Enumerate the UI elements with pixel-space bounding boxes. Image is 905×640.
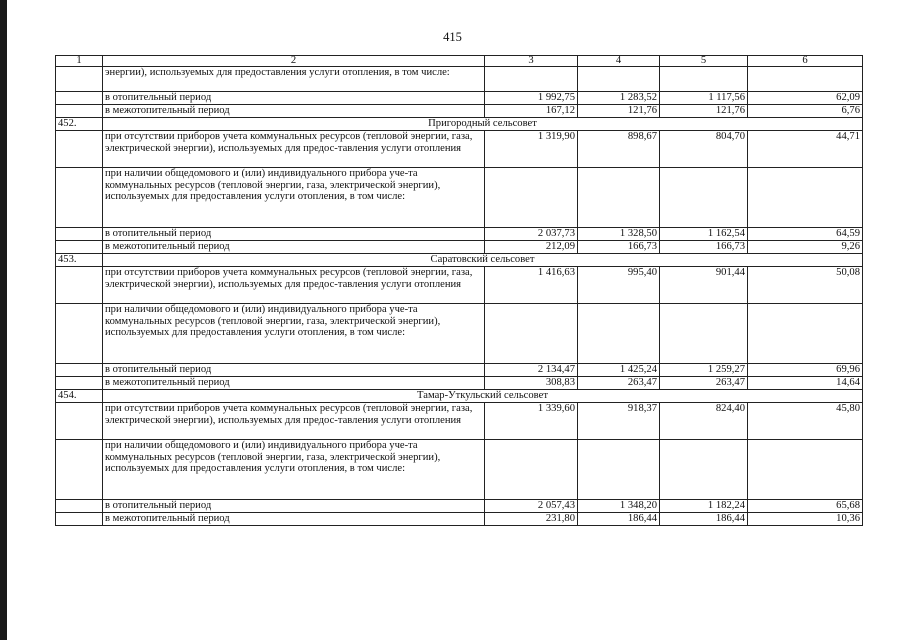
tariff-value-col-6 (748, 304, 863, 364)
tariff-condition-row (56, 168, 863, 228)
column-number: 1 (56, 56, 103, 67)
tariff-period-row (56, 513, 863, 526)
row-index-empty (56, 241, 103, 254)
row-index-empty (56, 364, 103, 377)
row-description: энергии), используемых для предоставления услуги отопления, в том числе: (103, 67, 485, 92)
tariff-value-col-5 (660, 440, 748, 500)
column-number: 3 (485, 56, 578, 67)
row-description: при наличии общедомового и (или) индивидуального прибора уче-та коммунальных ресурсов (тепловой энергии, газа, электрической энергии), используемых для предоставления услуги отопления, в том числе: (103, 440, 485, 500)
tariff-value-col-3: 308,83 (485, 377, 578, 390)
tariff-value-col-5: 1 182,24 (660, 500, 748, 513)
row-description: при наличии общедомового и (или) индивидуального прибора уче-та коммунальных ресурсов (тепловой энергии, газа, электрической энергии), используемых для предоставления услуги отопления, в том числе: (103, 304, 485, 364)
tariff-value-col-4: 1 328,50 (578, 228, 660, 241)
tariff-value-col-4: 166,73 (578, 241, 660, 254)
tariff-table (55, 55, 863, 526)
tariff-value-col-6: 69,96 (748, 364, 863, 377)
row-description: при наличии общедомового и (или) индивидуального прибора уче-та коммунальных ресурсов (тепловой энергии, газа, электрической энергии), используемых для предоставления услуги отопления, в том числе: (103, 168, 485, 228)
row-index-empty (56, 267, 103, 304)
tariff-value-col-6: 14,64 (748, 377, 863, 390)
column-number-row (56, 56, 863, 67)
row-description: в межотопительный период (103, 241, 485, 254)
tariff-value-col-5 (660, 168, 748, 228)
tariff-value-col-3: 231,80 (485, 513, 578, 526)
tariff-value-col-6: 62,09 (748, 92, 863, 105)
row-description: при отсутствии приборов учета коммунальных ресурсов (тепловой энергии, газа, электрической энергии), используемых для предос-тавления услуги отопления (103, 403, 485, 440)
settlement-name: Пригородный сельсовет (103, 118, 863, 131)
scan-border (0, 0, 7, 640)
tariff-condition-row (56, 131, 863, 168)
tariff-condition-row (56, 304, 863, 364)
tariff-value-col-6: 6,76 (748, 105, 863, 118)
tariff-value-col-3: 1 339,60 (485, 403, 578, 440)
tariff-value-col-6: 65,68 (748, 500, 863, 513)
tariff-value-col-3 (485, 168, 578, 228)
tariff-value-col-3: 2 057,43 (485, 500, 578, 513)
tariff-value-col-4: 898,67 (578, 131, 660, 168)
tariff-value-col-3: 2 134,47 (485, 364, 578, 377)
row-index-empty (56, 105, 103, 118)
tariff-value-col-4: 186,44 (578, 513, 660, 526)
settlement-name: Тамар-Уткульский сельсовет (103, 390, 863, 403)
tariff-value-col-3: 1 992,75 (485, 92, 578, 105)
tariff-value-col-6 (748, 440, 863, 500)
row-description: при отсутствии приборов учета коммунальных ресурсов (тепловой энергии, газа, электрической энергии), используемых для предос-тавления услуги отопления (103, 267, 485, 304)
tariff-value-col-6 (748, 67, 863, 92)
page-number: 415 (443, 30, 462, 44)
row-index-empty (56, 168, 103, 228)
tariff-table-body (56, 56, 863, 526)
tariff-period-row (56, 241, 863, 254)
tariff-value-col-5: 1 259,27 (660, 364, 748, 377)
tariff-value-col-5: 824,40 (660, 403, 748, 440)
row-index-empty (56, 92, 103, 105)
tariff-value-col-6 (748, 168, 863, 228)
tariff-value-col-4: 918,37 (578, 403, 660, 440)
tariff-value-col-6: 10,36 (748, 513, 863, 526)
tariff-value-col-5 (660, 67, 748, 92)
settlement-header-row (56, 254, 863, 267)
tariff-value-col-6: 44,71 (748, 131, 863, 168)
row-description: в отопительный период (103, 500, 485, 513)
tariff-value-col-6: 64,59 (748, 228, 863, 241)
tariff-value-col-4 (578, 168, 660, 228)
tariff-value-col-3 (485, 440, 578, 500)
tariff-value-col-4: 1 425,24 (578, 364, 660, 377)
tariff-condition-row (56, 267, 863, 304)
tariff-condition-row (56, 403, 863, 440)
row-description: в отопительный период (103, 228, 485, 241)
tariff-value-col-6: 9,26 (748, 241, 863, 254)
tariff-period-row (56, 377, 863, 390)
row-index-empty (56, 403, 103, 440)
tariff-value-col-5: 121,76 (660, 105, 748, 118)
row-index-empty (56, 500, 103, 513)
column-number: 5 (660, 56, 748, 67)
tariff-period-row (56, 500, 863, 513)
row-index-empty (56, 513, 103, 526)
tariff-condition-row (56, 440, 863, 500)
column-number: 6 (748, 56, 863, 67)
row-description: в межотопительный период (103, 513, 485, 526)
tariff-value-col-5: 804,70 (660, 131, 748, 168)
row-index: 452. (56, 118, 103, 131)
tariff-value-col-3: 212,09 (485, 241, 578, 254)
row-description: в межотопительный период (103, 105, 485, 118)
tariff-value-col-3: 1 319,90 (485, 131, 578, 168)
row-index-empty (56, 440, 103, 500)
tariff-value-col-4: 995,40 (578, 267, 660, 304)
tariff-value-col-4: 263,47 (578, 377, 660, 390)
tariff-value-col-4 (578, 440, 660, 500)
row-index: 454. (56, 390, 103, 403)
tariff-value-col-6: 50,08 (748, 267, 863, 304)
tariff-value-col-3: 167,12 (485, 105, 578, 118)
row-index: 453. (56, 254, 103, 267)
settlement-header-row (56, 390, 863, 403)
tariff-value-col-5: 263,47 (660, 377, 748, 390)
row-description: в межотопительный период (103, 377, 485, 390)
settlement-name: Саратовский сельсовет (103, 254, 863, 267)
tariff-value-col-4 (578, 304, 660, 364)
row-index-empty (56, 304, 103, 364)
row-index-empty (56, 377, 103, 390)
tariff-value-col-3 (485, 67, 578, 92)
tariff-period-row (56, 105, 863, 118)
tariff-value-col-4 (578, 67, 660, 92)
tariff-value-col-3: 2 037,73 (485, 228, 578, 241)
column-number: 2 (103, 56, 485, 67)
tariff-value-col-4: 1 283,52 (578, 92, 660, 105)
tariff-period-row (56, 92, 863, 105)
row-index-empty (56, 131, 103, 168)
tariff-condition-row (56, 67, 863, 92)
tariff-value-col-4: 1 348,20 (578, 500, 660, 513)
tariff-value-col-5: 166,73 (660, 241, 748, 254)
row-description: при отсутствии приборов учета коммунальных ресурсов (тепловой энергии, газа, электрической энергии), используемых для предос-тавления услуги отопления (103, 131, 485, 168)
row-description: в отопительный период (103, 92, 485, 105)
tariff-period-row (56, 228, 863, 241)
column-number: 4 (578, 56, 660, 67)
tariff-value-col-5: 1 117,56 (660, 92, 748, 105)
settlement-header-row (56, 118, 863, 131)
row-index-empty (56, 228, 103, 241)
tariff-value-col-3: 1 416,63 (485, 267, 578, 304)
tariff-value-col-5: 901,44 (660, 267, 748, 304)
row-description: в отопительный период (103, 364, 485, 377)
tariff-value-col-4: 121,76 (578, 105, 660, 118)
tariff-value-col-5 (660, 304, 748, 364)
tariff-value-col-5: 186,44 (660, 513, 748, 526)
tariff-period-row (56, 364, 863, 377)
tariff-value-col-3 (485, 304, 578, 364)
tariff-value-col-6: 45,80 (748, 403, 863, 440)
row-index-empty (56, 67, 103, 92)
tariff-value-col-5: 1 162,54 (660, 228, 748, 241)
